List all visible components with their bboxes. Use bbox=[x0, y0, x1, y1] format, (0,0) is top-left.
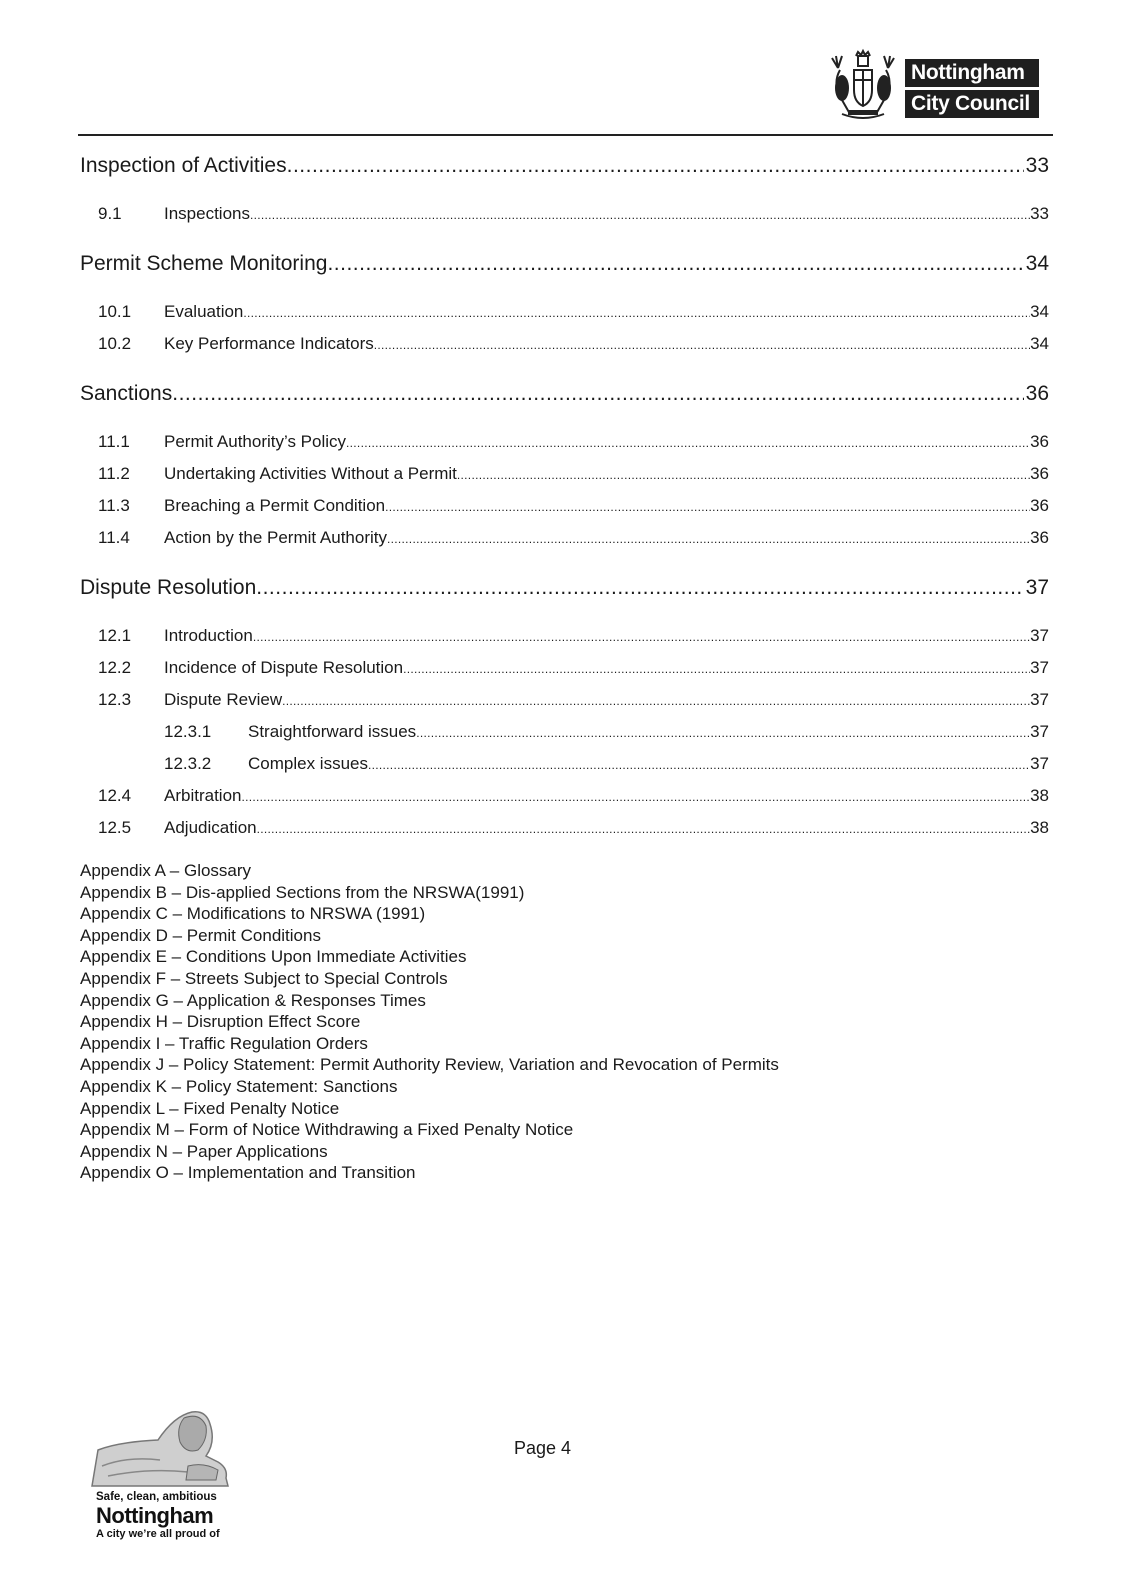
council-logo bbox=[828, 48, 1050, 126]
toc-number: 12.3.2 bbox=[164, 754, 212, 773]
toc-title: Inspection of Activities bbox=[80, 154, 287, 177]
toc-title: Adjudication bbox=[164, 818, 257, 837]
toc-entry-9-1[interactable] bbox=[80, 198, 1049, 230]
appendix-item[interactable]: Appendix J – Policy Statement: Permit Authority Review, Variation and Revocation of Permits bbox=[80, 1055, 779, 1075]
appendix-item[interactable]: Appendix H – Disruption Effect Score bbox=[80, 1012, 361, 1032]
toc-page: 38 bbox=[1030, 818, 1049, 837]
toc-section-10[interactable] bbox=[80, 246, 1049, 282]
toc-page: 37 bbox=[1030, 690, 1049, 709]
toc-page: 37 bbox=[1030, 754, 1049, 773]
toc-page: 37 bbox=[1025, 576, 1049, 599]
page-number: Page 4 bbox=[513, 1438, 572, 1458]
toc-leader bbox=[385, 491, 1030, 523]
appendix-item[interactable]: Appendix E – Conditions Upon Immediate Activities bbox=[80, 947, 467, 967]
toc-page: 38 bbox=[1030, 786, 1049, 805]
toc-number: 12.3 bbox=[98, 690, 132, 709]
toc-page: 33 bbox=[1025, 154, 1049, 177]
toc-leader bbox=[387, 523, 1030, 555]
toc-leader bbox=[282, 685, 1030, 717]
toc-entry-10-1[interactable] bbox=[80, 296, 1049, 328]
appendix-item[interactable]: Appendix D – Permit Conditions bbox=[80, 925, 321, 945]
toc-page: 34 bbox=[1030, 334, 1049, 353]
toc-number: 12.4 bbox=[98, 786, 132, 805]
appendix-item[interactable]: Appendix K – Policy Statement: Sanctions bbox=[80, 1076, 398, 1096]
toc-page: 36 bbox=[1030, 432, 1049, 451]
toc-leader bbox=[257, 813, 1030, 845]
appendix-item[interactable]: Appendix F – Streets Subject to Special Controls bbox=[80, 968, 448, 988]
toc-entry-11-1[interactable] bbox=[80, 426, 1049, 458]
toc-entry-11-4[interactable] bbox=[80, 522, 1049, 554]
toc-title: Inspections bbox=[164, 204, 250, 223]
toc-number: 11.3 bbox=[98, 496, 130, 515]
toc-leader bbox=[250, 199, 1030, 231]
toc-number: 9.1 bbox=[98, 204, 122, 223]
toc-entry-12-1[interactable] bbox=[80, 620, 1049, 652]
toc-entry-12-5[interactable] bbox=[80, 812, 1049, 844]
footer-city-name: Nottingham bbox=[96, 1503, 214, 1528]
toc-leader bbox=[403, 653, 1030, 685]
toc-entry-12-3-2[interactable] bbox=[80, 748, 1049, 780]
toc-leader bbox=[287, 148, 1024, 184]
toc-leader bbox=[172, 376, 1023, 412]
toc-page: 33 bbox=[1030, 204, 1049, 223]
toc-title: Key Performance Indicators bbox=[164, 334, 374, 353]
toc-number: 12.5 bbox=[98, 818, 132, 837]
toc-title: Sanctions bbox=[80, 382, 173, 405]
appendix-item[interactable]: Appendix M – Form of Notice Withdrawing a Fixed Penalty Notice bbox=[80, 1120, 574, 1140]
footer-tagline: Safe, clean, ambitious bbox=[96, 1491, 217, 1503]
toc-title: Dispute Review bbox=[164, 690, 283, 709]
toc-page: 36 bbox=[1030, 464, 1049, 483]
toc-title: Incidence of Dispute Resolution bbox=[164, 658, 404, 677]
toc-title: Straightforward issues bbox=[248, 722, 417, 741]
toc-title: Permit Scheme Monitoring bbox=[80, 252, 328, 275]
toc-number: 11.1 bbox=[98, 432, 130, 451]
toc-title: Permit Authority’s Policy bbox=[164, 432, 347, 451]
toc-number: 10.1 bbox=[98, 302, 132, 321]
appendix-item[interactable]: Appendix A – Glossary bbox=[80, 861, 252, 880]
toc-title: Action by the Permit Authority bbox=[164, 528, 387, 547]
city-crest-icon bbox=[828, 48, 898, 124]
appendix-item[interactable]: Appendix I – Traffic Regulation Orders bbox=[80, 1033, 368, 1053]
toc-page: 36 bbox=[1030, 528, 1049, 547]
toc-number: 12.3.1 bbox=[164, 722, 212, 741]
toc-title: Breaching a Permit Condition bbox=[164, 496, 386, 515]
toc-number: 12.2 bbox=[98, 658, 132, 677]
toc-leader bbox=[374, 329, 1030, 361]
toc-leader bbox=[416, 717, 1030, 749]
toc-section-11[interactable] bbox=[80, 376, 1049, 412]
toc-entry-10-2[interactable] bbox=[80, 328, 1049, 360]
toc-title: Evaluation bbox=[164, 302, 244, 321]
toc-page: 37 bbox=[1030, 722, 1049, 741]
toc-leader bbox=[241, 781, 1030, 813]
toc-leader bbox=[253, 621, 1030, 653]
toc-section-9[interactable] bbox=[80, 148, 1049, 184]
toc-entry-11-3[interactable] bbox=[80, 490, 1049, 522]
toc-number: 11.4 bbox=[98, 528, 130, 547]
toc-title: Introduction bbox=[164, 626, 253, 645]
toc-number: 11.2 bbox=[98, 464, 130, 483]
toc-page: 36 bbox=[1025, 382, 1049, 405]
header-rule bbox=[78, 134, 1053, 136]
appendix-item[interactable]: Appendix C – Modifications to NRSWA (1991) bbox=[80, 904, 426, 924]
toc-page: 36 bbox=[1030, 496, 1049, 515]
toc-entry-12-3-1[interactable] bbox=[80, 716, 1049, 748]
toc-leader bbox=[327, 246, 1023, 282]
toc-leader bbox=[346, 427, 1030, 459]
toc-entry-12-2[interactable] bbox=[80, 652, 1049, 684]
toc-number: 10.2 bbox=[98, 334, 132, 353]
appendix-item[interactable]: Appendix G – Application & Responses Times bbox=[80, 990, 426, 1010]
toc-leader bbox=[256, 570, 1023, 606]
toc-page: 37 bbox=[1030, 626, 1049, 645]
appendix-item[interactable]: Appendix N – Paper Applications bbox=[80, 1141, 328, 1161]
toc-leader bbox=[457, 459, 1030, 491]
toc-title: Arbitration bbox=[164, 786, 242, 805]
appendix-item[interactable]: Appendix O – Implementation and Transition bbox=[80, 1163, 416, 1183]
toc-page: 37 bbox=[1030, 658, 1049, 677]
toc-leader bbox=[368, 749, 1030, 781]
toc-page: 34 bbox=[1030, 302, 1049, 321]
footer-subline: A city we’re all proud of bbox=[96, 1528, 220, 1540]
toc-title: Complex issues bbox=[248, 754, 368, 773]
appendix-item[interactable]: Appendix L – Fixed Penalty Notice bbox=[80, 1098, 340, 1118]
council-name-line2: City Council bbox=[905, 90, 1039, 118]
page-number-label bbox=[0, 1438, 1125, 1459]
toc-title: Undertaking Activities Without a Permit bbox=[164, 464, 457, 483]
toc-page: 34 bbox=[1025, 252, 1049, 275]
toc-section-12[interactable] bbox=[80, 570, 1049, 606]
toc-entry-11-2[interactable] bbox=[80, 458, 1049, 490]
toc-number: 12.1 bbox=[98, 626, 132, 645]
nottingham-footer-logo bbox=[88, 1406, 238, 1546]
appendix-list bbox=[80, 860, 779, 1184]
toc-entry-12-4[interactable] bbox=[80, 780, 1049, 812]
table-of-contents bbox=[80, 148, 1049, 844]
council-name-line1: Nottingham bbox=[905, 59, 1039, 87]
appendix-item[interactable]: Appendix B – Dis-applied Sections from the NRSWA(1991) bbox=[80, 882, 525, 902]
toc-title: Dispute Resolution bbox=[80, 576, 257, 599]
toc-entry-12-3[interactable] bbox=[80, 684, 1049, 716]
toc-leader bbox=[243, 297, 1030, 329]
